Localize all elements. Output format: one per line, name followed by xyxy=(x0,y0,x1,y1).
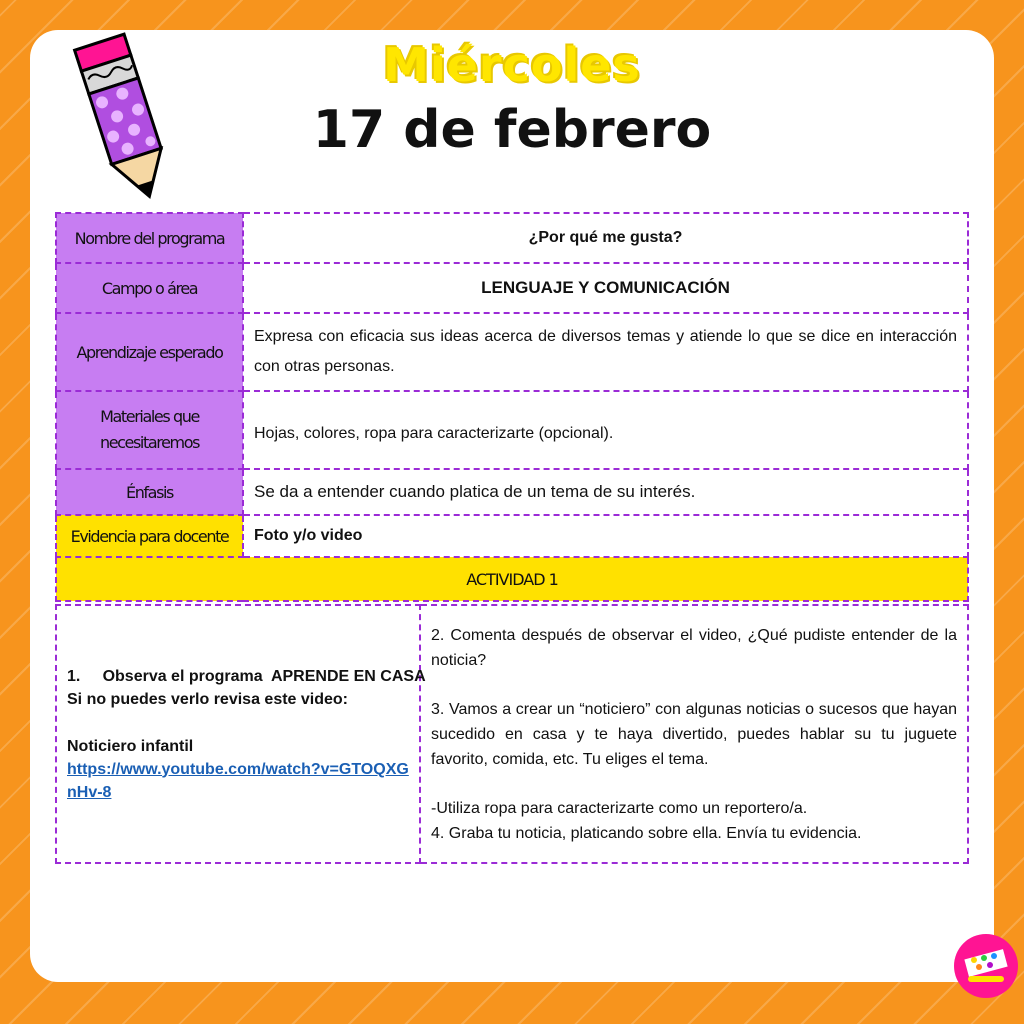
activity-table xyxy=(55,604,969,864)
table-row xyxy=(56,313,968,391)
emphasis-label: Énfasis xyxy=(56,469,243,515)
step-1: 1. Observa el programa APRENDE EN CASA xyxy=(67,667,426,685)
activity-left-cell xyxy=(56,605,426,863)
costume-tip: -Utiliza ropa para caracterizarte como un reportero/a. xyxy=(431,799,808,817)
step-3: 3. Vamos a crear un “noticiero” con algunas noticias o sucesos que hayan sucedido en casa y te haya divertido, puedes hablar su tu juguete favorito, comida, etc. Tu eliges el tema. xyxy=(431,700,957,768)
table-row xyxy=(56,557,968,601)
step-2: 2. Comenta después de observar el video, ¿Qué pudiste entender de la noticia? xyxy=(431,626,957,669)
lesson-table xyxy=(55,212,969,602)
table-row xyxy=(56,213,968,263)
date-title: 17 de febrero xyxy=(312,100,712,160)
table-row xyxy=(56,515,968,557)
logo-icon xyxy=(952,932,1020,1000)
table-row xyxy=(56,469,968,515)
program-label: Nombre del programa xyxy=(56,213,243,263)
evidence-value: Foto y/o video xyxy=(243,515,968,557)
day-title: Miércoles xyxy=(383,38,641,92)
program-value: ¿Por qué me gusta? xyxy=(243,213,968,263)
video-link[interactable]: https://www.youtube.com/watch?v=GTOQXGnHv-8 xyxy=(67,760,409,801)
table-row xyxy=(56,391,968,469)
activity-title: ACTIVIDAD 1 xyxy=(56,557,968,601)
area-value: LENGUAJE Y COMUNICACIÓN xyxy=(243,263,968,313)
step-1b: Si no puedes verlo revisa este video: xyxy=(67,690,348,708)
materials-label: Materiales que necesitaremos xyxy=(56,391,243,469)
emphasis-value: Se da a entender cuando platica de un tema de su interés. xyxy=(243,469,968,515)
area-label: Campo o área xyxy=(56,263,243,313)
materials-value: Hojas, colores, ropa para caracterizarte (opcional). xyxy=(243,391,968,469)
table-row xyxy=(56,605,968,863)
evidence-label: Evidencia para docente xyxy=(56,515,243,557)
table-row xyxy=(56,263,968,313)
step-4: 4. Graba tu noticia, platicando sobre ella. Envía tu evidencia. xyxy=(431,824,862,842)
learning-value: Expresa con eficacia sus ideas acerca de diversos temas y atiende lo que se dice en interacción con otras personas. xyxy=(243,313,968,391)
video-title: Noticiero infantil xyxy=(67,737,194,755)
activity-right-cell xyxy=(420,605,968,863)
learning-label: Aprendizaje esperado xyxy=(56,313,243,391)
